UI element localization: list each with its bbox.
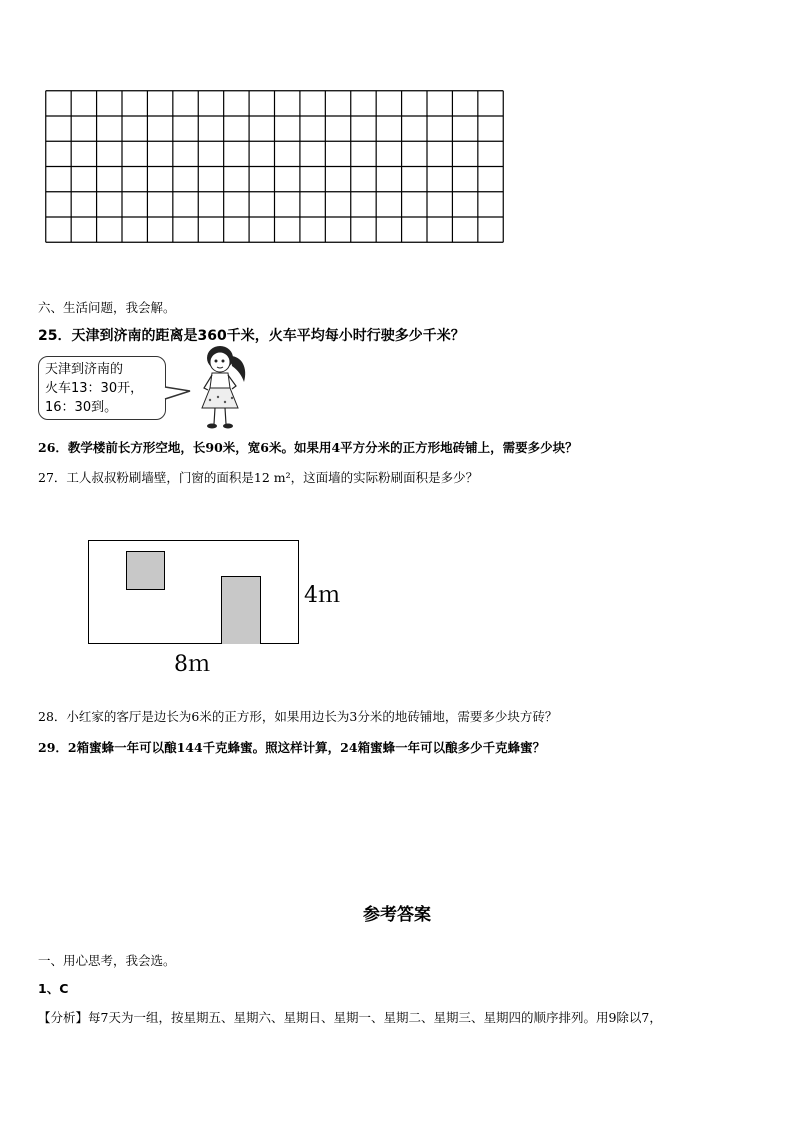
question-28: 28．小红家的客厅是边长为6米的正方形，如果用边长为3分米的地砖铺地，需要多少块方砖？ xyxy=(38,709,558,724)
width-label: 8ｍ xyxy=(174,652,210,677)
question-27: 27．工人叔叔粉刷墙壁，门窗的面积是12 m²，这面墙的实际粉刷面积是多少？ xyxy=(38,470,479,485)
answers-title: 参考答案 xyxy=(363,905,431,925)
answer-1: 1、C xyxy=(38,981,69,996)
door-shape xyxy=(221,576,261,644)
answers-section-1: 一、用心思考，我会选。 xyxy=(38,953,176,968)
wall-rectangle xyxy=(88,540,299,644)
girl-illustration xyxy=(190,342,262,432)
question-26: 26．教学楼前长方形空地，长90米，宽6米。如果用4平方分米的正方形地砖铺上，需要多少块？ xyxy=(38,440,578,455)
bubble-tail xyxy=(164,385,192,405)
bubble-line-1: 天津到济南的 xyxy=(45,362,124,377)
speech-bubble xyxy=(38,356,166,420)
answer-1-analysis: 【分析】每7天为一组，按星期五、星期六、星期日、星期一、星期二、星期三、星期四的顺序排列。用9除以7， xyxy=(38,1010,662,1025)
height-label: 4ｍ xyxy=(304,583,340,608)
question-29: 29．2箱蜜蜂一年可以酿144千克蜂蜜。照这样计算，24箱蜜蜂一年可以酿多少千克蜂蜜？ xyxy=(38,740,546,755)
section-heading-6: 六、生活问题，我会解。 xyxy=(38,300,176,315)
window-shape xyxy=(126,551,165,590)
question-25: 25．天津到济南的距离是360千米，火车平均每小时行驶多少千米？ xyxy=(38,328,465,344)
bubble-line-2: 火车13：30开， xyxy=(45,381,144,396)
practice-grid xyxy=(45,90,505,244)
bubble-line-3: 16：30到。 xyxy=(45,400,118,415)
